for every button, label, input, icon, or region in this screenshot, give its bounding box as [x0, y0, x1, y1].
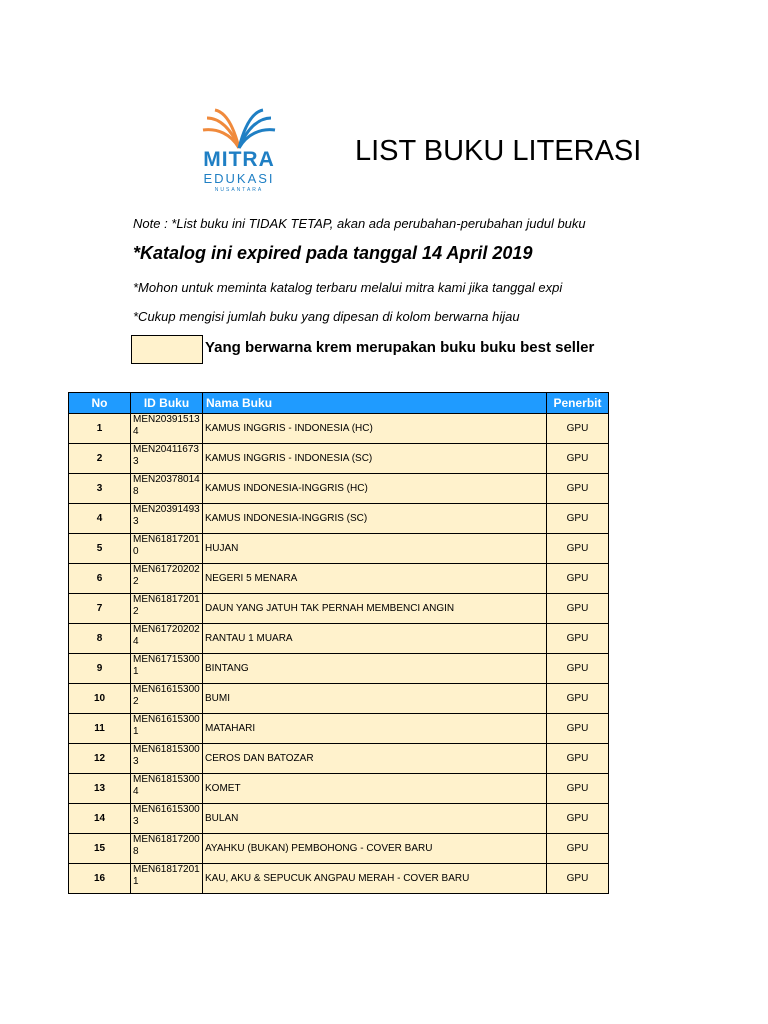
- cell-no[interactable]: 4: [69, 504, 131, 534]
- cell-penerbit[interactable]: GPU: [547, 744, 609, 774]
- cell-id-buku[interactable]: MEN618153004: [131, 774, 203, 804]
- cell-no[interactable]: 12: [69, 744, 131, 774]
- table-row: [69, 774, 609, 804]
- cell-no[interactable]: 13: [69, 774, 131, 804]
- cell-nama-buku[interactable]: BINTANG: [203, 654, 547, 684]
- cell-penerbit[interactable]: GPU: [547, 804, 609, 834]
- cell-id-buku[interactable]: MEN203914933: [131, 504, 203, 534]
- logo-line-2: EDUKASI: [203, 171, 275, 186]
- table-row: [69, 594, 609, 624]
- cell-id-buku[interactable]: MEN617153001: [131, 654, 203, 684]
- open-book-logo-icon: [197, 108, 281, 152]
- cell-no[interactable]: 11: [69, 714, 131, 744]
- cell-penerbit[interactable]: GPU: [547, 414, 609, 444]
- cell-no[interactable]: 2: [69, 444, 131, 474]
- cell-no[interactable]: 1: [69, 414, 131, 444]
- expiry-notice: *Katalog ini expired pada tanggal 14 April 2019: [133, 243, 533, 263]
- table-row: [69, 564, 609, 594]
- cell-nama-buku[interactable]: BUMI: [203, 684, 547, 714]
- table-row: [69, 534, 609, 564]
- header-penerbit: Penerbit: [547, 393, 609, 414]
- cell-nama-buku[interactable]: KAMUS INDONESIA-INGGRIS (SC): [203, 504, 547, 534]
- cell-nama-buku[interactable]: MATAHARI: [203, 714, 547, 744]
- cell-no[interactable]: 14: [69, 804, 131, 834]
- cell-penerbit[interactable]: GPU: [547, 684, 609, 714]
- logo-line-3: NUSANTARA: [214, 187, 264, 193]
- cell-no[interactable]: 6: [69, 564, 131, 594]
- fill-quantity-note: *Cukup mengisi jumlah buku yang dipesan di kolom berwarna hijau: [133, 309, 520, 324]
- cell-id-buku[interactable]: MEN618172011: [131, 864, 203, 894]
- table-row: [69, 714, 609, 744]
- cell-penerbit[interactable]: GPU: [547, 654, 609, 684]
- cell-nama-buku[interactable]: NEGERI 5 MENARA: [203, 564, 547, 594]
- cell-id-buku[interactable]: MEN616153001: [131, 714, 203, 744]
- bestseller-color-swatch: [131, 335, 203, 364]
- cell-penerbit[interactable]: GPU: [547, 864, 609, 894]
- cell-nama-buku[interactable]: BULAN: [203, 804, 547, 834]
- cell-penerbit[interactable]: GPU: [547, 534, 609, 564]
- table-header-row: [69, 393, 609, 414]
- table-row: [69, 654, 609, 684]
- cell-no[interactable]: 8: [69, 624, 131, 654]
- cell-penerbit[interactable]: GPU: [547, 624, 609, 654]
- cell-nama-buku[interactable]: KAMUS INGGRIS - INDONESIA (HC): [203, 414, 547, 444]
- table-row: [69, 444, 609, 474]
- cell-id-buku[interactable]: MEN618153003: [131, 744, 203, 774]
- cell-id-buku[interactable]: MEN618172010: [131, 534, 203, 564]
- cell-id-buku[interactable]: MEN204116733: [131, 444, 203, 474]
- cell-nama-buku[interactable]: HUJAN: [203, 534, 547, 564]
- cell-nama-buku[interactable]: AYAHKU (BUKAN) PEMBOHONG - COVER BARU: [203, 834, 547, 864]
- header-nama-buku: Nama Buku: [203, 393, 547, 414]
- cell-id-buku[interactable]: MEN203915134: [131, 414, 203, 444]
- bestseller-legend-text: Yang berwarna krem merupakan buku buku best seller: [205, 339, 595, 356]
- cell-id-buku[interactable]: MEN203780148: [131, 474, 203, 504]
- cell-no[interactable]: 3: [69, 474, 131, 504]
- cell-penerbit[interactable]: GPU: [547, 444, 609, 474]
- header-no: No: [69, 393, 131, 414]
- cell-nama-buku[interactable]: DAUN YANG JATUH TAK PERNAH MEMBENCI ANGIN: [203, 594, 547, 624]
- cell-nama-buku[interactable]: RANTAU 1 MUARA: [203, 624, 547, 654]
- table-row: [69, 864, 609, 894]
- table-row: [69, 744, 609, 774]
- table-row: [69, 624, 609, 654]
- cell-id-buku[interactable]: MEN616153002: [131, 684, 203, 714]
- cell-nama-buku[interactable]: KAMUS INGGRIS - INDONESIA (SC): [203, 444, 547, 474]
- cell-id-buku[interactable]: MEN617202024: [131, 624, 203, 654]
- cell-id-buku[interactable]: MEN617202022: [131, 564, 203, 594]
- cell-nama-buku[interactable]: CEROS DAN BATOZAR: [203, 744, 547, 774]
- cell-nama-buku[interactable]: KAMUS INDONESIA-INGGRIS (HC): [203, 474, 547, 504]
- cell-no[interactable]: 15: [69, 834, 131, 864]
- table-row: [69, 504, 609, 534]
- cell-id-buku[interactable]: MEN616153003: [131, 804, 203, 834]
- request-catalog-note: *Mohon untuk meminta katalog terbaru melalui mitra kami jika tanggal expi: [133, 280, 563, 295]
- cell-id-buku[interactable]: MEN618172012: [131, 594, 203, 624]
- page-title: LIST BUKU LITERASI: [355, 135, 642, 167]
- cell-nama-buku[interactable]: KOMET: [203, 774, 547, 804]
- cell-penerbit[interactable]: GPU: [547, 564, 609, 594]
- table-row: [69, 834, 609, 864]
- cell-penerbit[interactable]: GPU: [547, 474, 609, 504]
- mitra-edukasi-logo: [197, 108, 281, 198]
- table-row: [69, 474, 609, 504]
- cell-no[interactable]: 10: [69, 684, 131, 714]
- cell-penerbit[interactable]: GPU: [547, 714, 609, 744]
- cell-no[interactable]: 16: [69, 864, 131, 894]
- cell-no[interactable]: 9: [69, 654, 131, 684]
- note-text: Note : *List buku ini TIDAK TETAP, akan ada perubahan-perubahan judul buku: [133, 216, 586, 231]
- cell-penerbit[interactable]: GPU: [547, 834, 609, 864]
- table-row: [69, 804, 609, 834]
- table-row: [69, 684, 609, 714]
- cell-nama-buku[interactable]: KAU, AKU & SEPUCUK ANGPAU MERAH - COVER BARU: [203, 864, 547, 894]
- cell-id-buku[interactable]: MEN618172008: [131, 834, 203, 864]
- cell-penerbit[interactable]: GPU: [547, 774, 609, 804]
- book-list-table: [68, 392, 609, 894]
- cell-penerbit[interactable]: GPU: [547, 504, 609, 534]
- cell-no[interactable]: 7: [69, 594, 131, 624]
- table-row: [69, 414, 609, 444]
- cell-no[interactable]: 5: [69, 534, 131, 564]
- logo-line-1: MITRA: [203, 148, 275, 171]
- cell-penerbit[interactable]: GPU: [547, 594, 609, 624]
- header-id-buku: ID Buku: [131, 393, 203, 414]
